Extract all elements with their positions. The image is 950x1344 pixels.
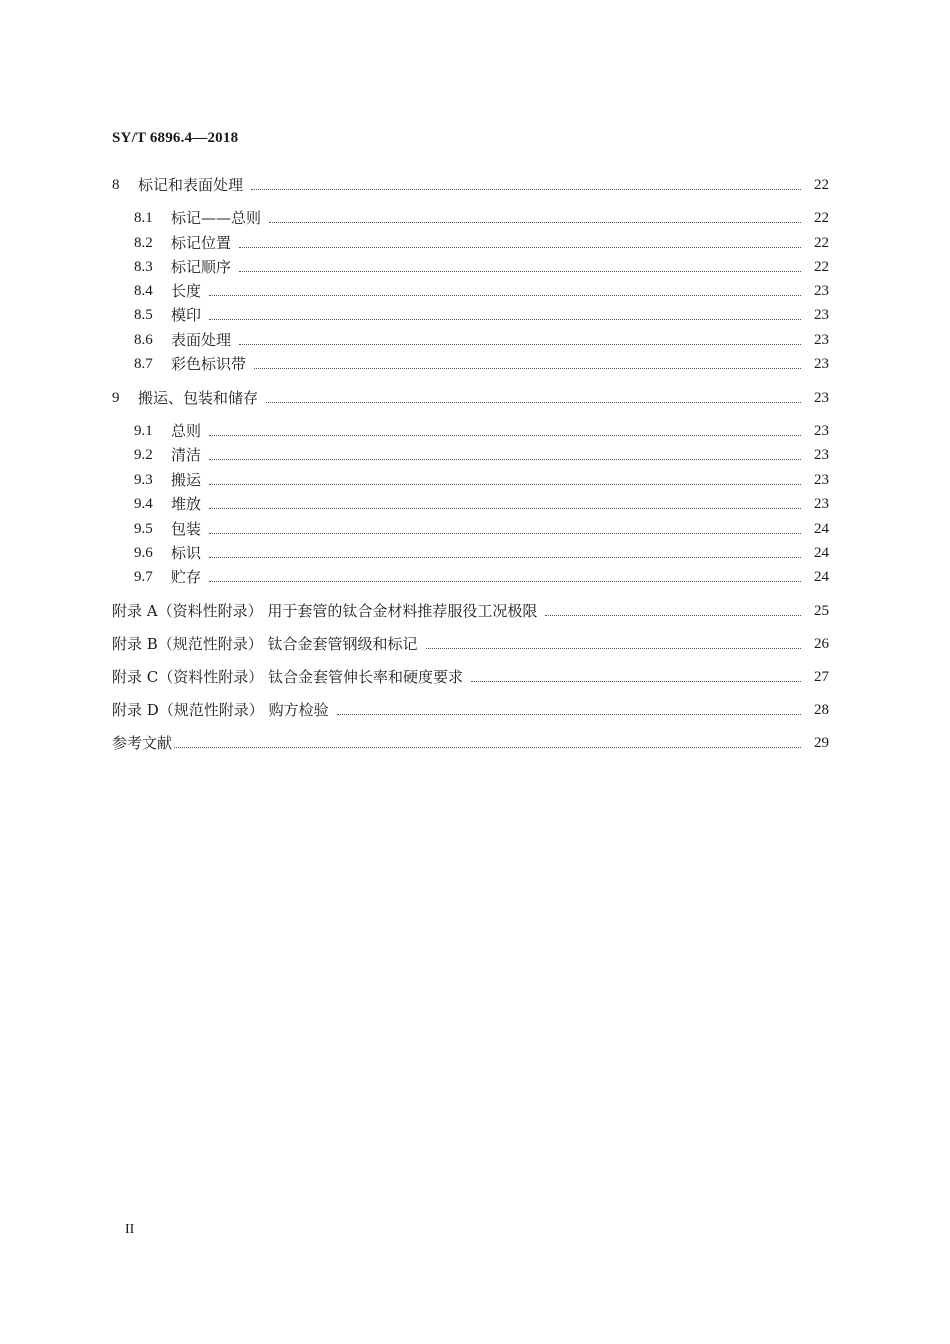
toc-number: 9.1 <box>134 423 153 439</box>
toc-page-number: 23 <box>814 390 829 406</box>
toc-entry-8-1[interactable] <box>134 208 829 228</box>
toc-entry-9-7[interactable] <box>134 567 829 587</box>
toc-leader <box>239 343 801 345</box>
toc-number: 9.6 <box>134 545 153 561</box>
toc-title: 标记和表面处理 <box>138 176 244 194</box>
toc-page-number: 23 <box>814 283 829 299</box>
toc-title: 参考文献 <box>112 734 173 752</box>
toc-leader <box>545 614 801 616</box>
toc-page-number: 29 <box>814 735 829 751</box>
toc-entry-8-3[interactable] <box>134 257 829 277</box>
toc-number: 8.6 <box>134 332 153 348</box>
toc-page-number: 23 <box>814 332 829 348</box>
toc-entry-8-2[interactable] <box>134 233 829 253</box>
toc-leader <box>209 580 801 582</box>
toc-page-number: 24 <box>814 521 829 537</box>
toc-number: 8.2 <box>134 235 153 251</box>
toc-number: 9.2 <box>134 447 153 463</box>
toc-title: 附录 A（资料性附录） 用于套管的钛合金材料推荐服役工况极限 <box>112 602 538 620</box>
document-code: SY/T 6896.4—2018 <box>112 130 239 146</box>
toc-entry-9-2[interactable] <box>134 445 829 465</box>
toc-title: 总则 <box>171 422 202 440</box>
toc-entry-9-5[interactable] <box>134 519 829 539</box>
toc-page-number: 24 <box>814 545 829 561</box>
toc-number: 9.3 <box>134 472 153 488</box>
toc-entry-9-3[interactable] <box>134 470 829 490</box>
toc-title: 表面处理 <box>171 331 232 349</box>
toc-entry-appendix-a[interactable] <box>112 601 829 621</box>
toc-number: 9.7 <box>134 569 153 585</box>
toc-page-number: 23 <box>814 356 829 372</box>
toc-entry-8[interactable] <box>112 175 829 195</box>
toc-page-number: 22 <box>814 235 829 251</box>
toc-leader <box>209 434 801 436</box>
toc-leader <box>209 532 801 534</box>
toc-entry-9-1[interactable] <box>134 421 829 441</box>
toc-page-number: 22 <box>814 259 829 275</box>
page-number: II <box>125 1222 135 1237</box>
toc-number: 8.1 <box>134 210 153 226</box>
toc-entry-references[interactable] <box>112 733 829 753</box>
toc-page-number: 22 <box>814 177 829 193</box>
toc-leader <box>239 270 801 272</box>
toc-page-number: 23 <box>814 423 829 439</box>
toc-entry-9[interactable] <box>112 388 829 408</box>
toc-title: 贮存 <box>171 568 202 586</box>
toc-page-number: 25 <box>814 603 829 619</box>
toc-entry-appendix-c[interactable] <box>112 667 829 687</box>
toc-page-number: 23 <box>814 496 829 512</box>
toc-title: 堆放 <box>171 495 202 513</box>
toc-leader <box>209 483 801 485</box>
toc-title: 附录 D（规范性附录） 购方检验 <box>112 701 329 719</box>
toc-title: 模印 <box>171 306 202 324</box>
toc-number: 8.5 <box>134 307 153 323</box>
toc-leader <box>209 458 801 460</box>
toc-number: 9.5 <box>134 521 153 537</box>
toc-number: 8.7 <box>134 356 153 372</box>
toc-page-number: 22 <box>814 210 829 226</box>
toc-leader <box>471 680 801 682</box>
toc-title: 标识 <box>171 544 202 562</box>
toc-entry-appendix-d[interactable] <box>112 700 829 720</box>
toc-title: 彩色标识带 <box>171 355 247 373</box>
toc-number: 8 <box>112 177 120 193</box>
toc-title: 附录 C（资料性附录） 钛合金套管伸长率和硬度要求 <box>112 668 464 686</box>
toc-page-number: 23 <box>814 472 829 488</box>
toc-leader <box>251 188 801 190</box>
toc-page-number: 28 <box>814 702 829 718</box>
toc-title: 附录 B（规范性附录） 钛合金套管钢级和标记 <box>112 635 418 653</box>
toc-leader <box>209 556 801 558</box>
toc-entry-appendix-b[interactable] <box>112 634 829 654</box>
toc-leader <box>254 367 801 369</box>
toc-leader <box>209 318 801 320</box>
toc-page-number: 26 <box>814 636 829 652</box>
toc-entry-8-7[interactable] <box>134 354 829 374</box>
toc-page-number: 23 <box>814 447 829 463</box>
toc-entry-8-6[interactable] <box>134 330 829 350</box>
toc-title: 标记——总则 <box>171 209 262 227</box>
toc-leader <box>337 713 801 715</box>
toc-page-number: 27 <box>814 669 829 685</box>
toc-entry-9-6[interactable] <box>134 543 829 563</box>
toc-leader <box>239 246 801 248</box>
toc-title: 搬运 <box>171 471 202 489</box>
toc-entry-8-4[interactable] <box>134 281 829 301</box>
toc-title: 标记位置 <box>171 234 232 252</box>
toc-leader <box>269 221 801 223</box>
toc-number: 9.4 <box>134 496 153 512</box>
toc-number: 8.4 <box>134 283 153 299</box>
toc-leader <box>266 401 801 403</box>
toc-title: 清洁 <box>171 446 202 464</box>
toc-title: 包装 <box>171 520 202 538</box>
toc-leader <box>209 294 801 296</box>
toc-number: 8.3 <box>134 259 153 275</box>
toc-title: 搬运、包装和储存 <box>138 389 259 407</box>
toc-title: 标记顺序 <box>171 258 232 276</box>
toc-number: 9 <box>112 390 120 406</box>
toc-page-number: 24 <box>814 569 829 585</box>
toc-entry-9-4[interactable] <box>134 494 829 514</box>
toc-leader <box>174 746 801 748</box>
toc-title: 长度 <box>171 282 202 300</box>
toc-leader <box>426 647 801 649</box>
toc-entry-8-5[interactable] <box>134 305 829 325</box>
toc-page-number: 23 <box>814 307 829 323</box>
toc-leader <box>209 507 801 509</box>
